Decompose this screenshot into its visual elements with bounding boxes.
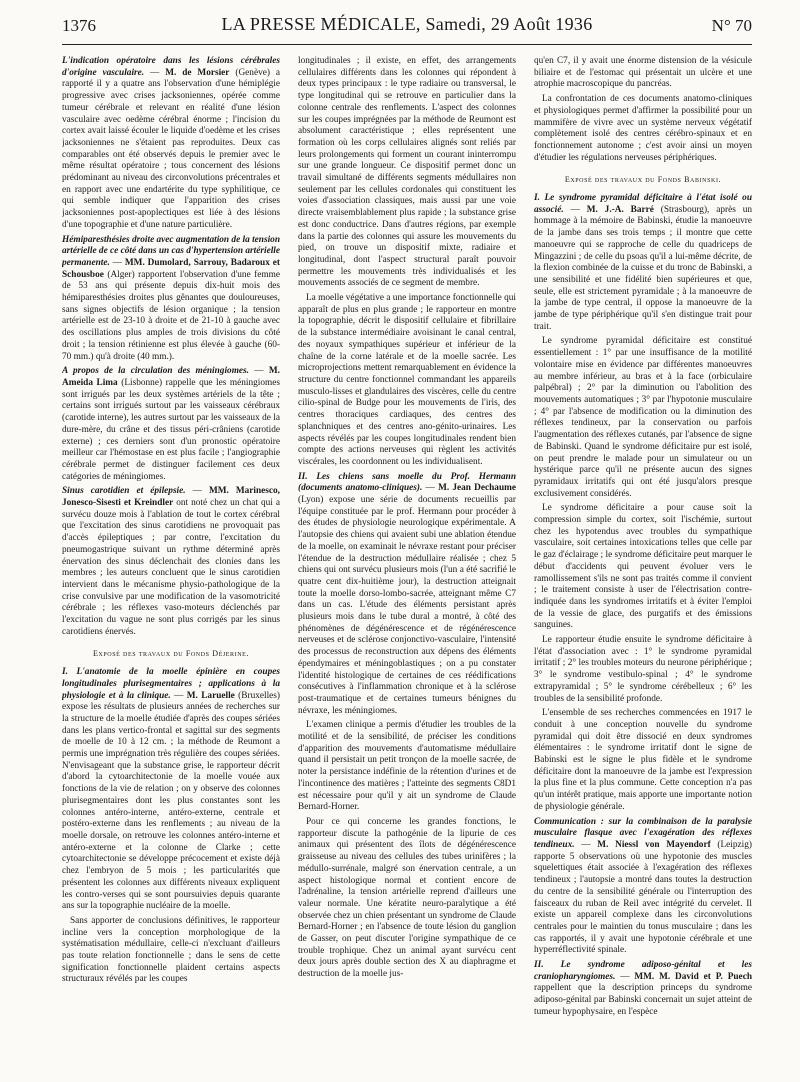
article-paragraph: Le syndrome pyramidal déficitaire est constitué essentiellement : 1° par une insuffisance de la motilité volontaire mise en évidence par différentes manoeuvres au membre inférieur, au bras et à la face (orbiculaire palpébral) ; 2° par la diminution ou l'abolition des mouvements automatiques ; 3° par l'hypotonie musculaire ; 4° par l'absence de modification ou la diminution des réflexes tendineux, par la conservation ou parfois l'augmentation des réflexes cutanés, par l'absence de signe de Babinski. Quand le syndrome déficitaire pur est isolé, on peut prendre le malade pour un simulateur ou un hystérique parce qu'il ne présente aucun des signes pyramidaux irritatifs qui ont été jusqu'alors presque exclusivement considérés. <box>534 336 752 499</box>
article-title: Sinus carotidien et épilepsie. <box>62 486 186 497</box>
article-paragraph: L'ensemble de ses recherches commencées en 1917 le conduit à une conception nouvelle du syndrome pyramidal qui doit être dissocié en deux syndromes élémentaires : le syndrome irritatif dont le signe de Babinski est le signe le plus fidèle et le syndrome déficitaire dont la manoeuvre de la jambe est l'expression la plus fine et la plus commune. Cette conception n'a pas qu'un intérêt pratique, mais apporte une importante notion de physiologie générale. <box>534 708 752 812</box>
article-paragraph: Le rapporteur étudie ensuite le syndrome déficitaire à l'état d'association avec : 1° le syndrome pyramidal irritatif ; 2° les troubles moteurs du neurone périphérique ; 3° le syndrome vestibulo-spinal ; 4° le syndrome extrapyramidal ; 5° le syndrome cérébelleux ; 6° les troubles de la sensibilité profonde. <box>534 635 752 704</box>
issue-number: N° 70 <box>711 16 752 35</box>
article-paragraph: Le syndrome déficitaire a pour cause soit la compression simple du cortex, soit l'ischémie, surtout chez les hypotendus avec troubles du sympathique vasculaire, soit certaines intoxications telles que celle par le gaz d'éclairage ; le syndrome déficitaire peut marquer le début d'accidents qui peuvent évoluer vers le ramollissement s'ils ne sont pas traités comme il convient ; le traitement consiste à user de l'électrisation contre-indiquée dans les syndromes irritatifs et à éviter l'emploi de la vessie de glace, des purgatifs et des émissions sanguines. <box>534 503 752 631</box>
author-names: MM. M. David et P. Puech <box>634 971 752 982</box>
article-paragraph: Sinus carotidien et épilepsie. — MM. Marinesco, Jonesco-Sisesti et Kreindler ont noté chez un chat qui a survécu douze mois à l'ablation de tout le cortex cérébral que l'excitation des sinus carotidiens ne provoquait pas d'accès épileptiques ; par contre, l'excitation du pneumogastrique suivant un rythme déterminé après énervation des sinus déclenchait des clonies dans les membres ; les auteurs concluent que le sinus carotidien intervient dans le mécanisme physio-pathologique de la crise convulsive par une modification de la vasomotricité cérébrale ; les réflexes vaso-moteurs déclenchés par l'excitation du vague ne sont plus corrigés par les sinus carotidiens énervés. <box>62 486 280 637</box>
page-number: 1376 <box>62 16 96 35</box>
article-paragraph: Sans apporter de conclusions définitives, le rapporteur incline vers la conception morphologique de la systématisation médullaire, celle-ci n'excluant d'ailleurs pas toute relation fonctionnelle ; dans le sens de cette signification fonctionnelle plaident certains aspects structuraux révélés par les coupes <box>62 915 280 985</box>
article-title: L'indication opératoire dans les lésions cérébrales d'origine vasculaire. <box>62 56 280 78</box>
article-text: (Alger) rapportent l'observation d'une femme de 53 ans qui présente depuis dix-huit mois des hémiparesthésies droites plus gênantes que douloureuses, sans signes objectifs de lésion organique ; la tension artérielle est de 23-10 à droite et de 21-10 à gauche avec des oscillations plus amples de trois divisions du côté droit ; la tension rétinienne est plus élevée à gauche (60-70 mm.) qu'à droite (40 mm.). <box>62 269 280 362</box>
author-names: M. de Morsier <box>165 67 230 78</box>
journal-title: LA PRESSE MÉDICALE, Samedi, 29 Août 1936 <box>221 14 593 34</box>
author-names: M. Jean Dechaume <box>438 483 516 494</box>
article-paragraph: La confrontation de ces documents anatomo-cliniques et physiologiques permet d'affirmer la possibilité pour un mammifère de vivre avec un système nerveux végétatif complètement isolé des centres cérébro-spinaux et en fonctionnement autonome ; c'est avoir ainsi un moyen d'étudier les régulations nerveuses périphériques. <box>534 94 752 163</box>
article-paragraph: qu'en C7, il y avait une énorme distension de la vésicule biliaire et de l'estomac qui présentait un ulcère et une atrophie macroscopique du pancréas. <box>534 56 752 90</box>
article-title: II. Le syndrome adiposo-génital et les craniopharyngiomes. <box>534 960 752 982</box>
article-text: (Bruxelles) expose les résultats de plusieurs années de recherches sur la structure de la moelle étudiée d'après des coupes sériées dans les plans vertico-frontal et sagittal sur des segments de moelle de 10 à 12 cm. ; la méthode de Reumont a permis une imprégnation très régulière des coupes sériées. N'envisageant que la substance grise, le rapporteur décrit d'abord la cytoarchitectonie de la moelle vouée aux fonctions de la vie de relation ; on y observe des colonnes plurisegmentaires dont les plus constantes sont les colonnes antéro-interne, antéro-externe, centrale et postéro-externe dans les renflements ; au niveau de la moelle dorsale, on retrouve les colonnes antéro-interne et antéro-externe et la colonne de Clarke ; cette cytoarchitectonie se développe précocement et existe déjà chez l'embryon de 5 mois ; les particularités que présentent les colonnes aux différents niveaux expliquent les contro-verses qui se sont poursuivies depuis quarante ans sur la topographie nucléaire de la moelle. <box>62 690 280 912</box>
author-names: M. Ameida Lima <box>62 366 280 388</box>
author-names: MM. Marinesco, Jonesco-Sisesti et Kreindler <box>62 486 280 509</box>
article-paragraph: La moelle végétative a une importance fonctionnelle qui apparaît de plus en plus grande ; le rapporteur en montre la topographie, décrit le dispositif cellulaire et fibrillaire de la substance intermédiaire avoisinant le canal central, des noyaux sympathiques supérieur et inférieur de la chaîne de la corne latérale et de la moelle sacrée. Les microprojections mettent remarquablement en évidence la structure du centre fonctionnel commandant les appareils musculo-lisses et glandulaires des viscères, celle du centre cilio-spinal de Budge pour les mouvements de l'iris, des centres thoraciques cardiaques, des centres des splanchniques et des centres ano-génito-urinaires. Les aspects révélés par les coupes longitudinales rendent bien compte des actions nerveuses qui règlent les activités viscérales, les coordonnent ou les individualisent. <box>298 293 516 467</box>
article-paragraph: L'examen clinique a permis d'étudier les troubles de la motilité et de la sensibilité, de préciser les conditions d'apparition des mouvements d'automatisme médullaire quand il persistait un petit tronçon de la moelle sacrée, de noter la persistance indéfinie de la rétention d'urines et de l'incontinence des matières ; l'atteinte des segments C8D1 est nécessaire pour qu'il y ait un syndrome de Claude Bernard-Horner. <box>298 720 516 813</box>
article-paragraph: I. Le syndrome pyramidal déficitaire à l'état isolé ou associé. — M. J.-A. Barré (Strasbourg), après un hommage à la mémoire de Babinski, étudie la manoeuvre de la jambe dans ses trois temps ; il montre que cette manoeuvre qui se rapproche de celle du quadriceps de Mingazzini ; de celle du psoas qu'il a lui-même décrite, de la flexion combinée de la cuisse et du tronc de Babinski, a une sensibilité et une fidélité bien supérieures et que, seule, elle est strictement pyramidale ; à la manoeuvre de la jambe de type central, il oppose la manoeuvre de la jambe de type périphérique qu'il s'en distingue trait pour trait. <box>534 193 752 332</box>
article-title: I. L'anatomie de la moelle épinière en coupes longitudinales plurisegmentaires ; applications à la physiologie et à la clinique. <box>62 667 280 701</box>
author-names: M. Niessl von Mayendorf <box>597 840 711 850</box>
article-title: Hémiparesthésies droite avec augmentation de la tension artérielle de ce côté dans un cas d'hypertension artérielle permanente. <box>62 234 280 268</box>
article-text: (Strasbourg), après un hommage à la mémoire de Babinski, étudie la manoeuvre de la jambe dans ses trois temps ; il montre que cette manoeuvre qui se rapproche de celle du quadriceps de Mingazzini ; de celle du psoas qu'il a lui-même décrite, de la flexion combinée de la cuisse et du tronc de Babinski, a une sensibilité et une fidélité bien supérieures et que, seule, elle est strictement pyramidale ; à la manoeuvre de la jambe de type central, il oppose la manoeuvre de la jambe de type périphérique qu'il s'en distingue trait pour trait. <box>534 204 752 332</box>
article-text: (Genève) a rapporté il y a quatre ans l'observation d'une hémiplégie progressive avec crises jacksoniennes, opérée comme tumeur cérébrale et relevant en réalité d'une lésion vasculaire avec oedème cérébral énorme ; l'incision du cortex avait laissé écouler le liquide d'oedème et les crises jacksoniennes ne s'étaient pas reproduites. Deux cas comparables ont été observés depuis le premier avec le même résultat opératoire ; tous concernent des lésions prédominant au niveau des circonvolutions précentrales et en rapport avec une endartérite du type syphilitique, ce qui semble indiquer que l'apparition des crises jacksoniennes post-apoplectiques est liée à des lésions d'une topographie et d'une nature particulière. <box>62 67 280 230</box>
article-paragraph: Pour ce qui concerne les grandes fonctions, le rapporteur discute la pathogénie de la lipurie de ces animaux qui présentent des îlots de dégénérescence graisseuse au niveau des cellules des tubes urinifères ; la médullo-surrénale, malgré son énervation centrale, a un aspect histologique normal et contient encore de l'adrénaline, la tension artérielle reprend d'ailleurs une valeur normale. Une kératite neuro-paralytique a été observée chez un chien présentant un syndrome de Claude Bernard-Horner ; en l'absence de toute lésion du ganglion de Gasser, on peut discuter l'origine sympathique de ce trouble trophique. Chez un animal ayant survécu cent deux jours après double section des X au diaphragme et destruction de la moelle jus- <box>298 817 516 980</box>
article-title: II. Les chiens sans moelle du Prof. Hermann (documents anatomo-cliniques). <box>298 471 516 494</box>
column-2 <box>298 56 516 1074</box>
article-paragraph: Communication : sur la combinaison de la paralysie musculaire flasque avec l'exagération des réflexes tendineux. — M. Niessl von Mayendorf (Leipzig) rapporte 5 observations où une hypotonie des muscles squelettiques était associée à l'exagération des réflexes tendineux ; l'autopsie a montré dans toutes la destruction du centre de la sensibilité générale ou l'interruption des faisceaux du ruban de Reil avec intégrité du cervelet. Il existe un appareil complexe dans les circonvolutions centrales pour le maintien du tonus musculaire ; dans les cas rapportés, il y avait une hypotonie cérébrale et une hyperréflectivité spinale. <box>534 816 752 956</box>
article-paragraph: L'indication opératoire dans les lésions cérébrales d'origine vasculaire. — M. de Morsier (Genève) a rapporté il y a quatre ans l'observation d'une hémiplégie progressive avec crises jacksoniennes, opérée comme tumeur cérébrale et relevant en réalité d'une lésion vasculaire avec oedème cérébral énorme ; l'incision du cortex avait laissé écouler le liquide d'oedème et les crises jacksoniennes ne s'étaient pas reproduites. Deux cas comparables ont été observés depuis le premier avec le même résultat opératoire ; tous concernent des lésions prédominant au niveau des circonvolutions précentrales et en rapport avec une endartérite du type syphilitique, ce qui semble indiquer que l'apparition des crises jacksoniennes post-apoplectiques est liée à des lésions d'une topographie et d'une nature particulière. <box>62 56 280 230</box>
article-paragraph: longitudinales ; il existe, en effet, des arrangements cellulaires différents dans les colonnes qui répondent à deux types principaux : le type radiaire ou transversal, le type longitudinal qui se retrouve en particulier dans la colonne centrale des renflements. L'aspect des colonnes sur les coupes imprégnées par la méthode de Reumont est absolument caractéristique ; elles représentent une formation où les corps cellulaires alignés sont reliés par leurs prolongements qui forment un courant ininterrompu sur une grande longueur. Ce dispositif permet donc un travail simultané de différents segments médullaires non seulement par les cellules cordonales qui constituent les voies d'association classiques, mais aussi par une voie directe vraisemblablement plus rapide ; la substance grise est donc conductrice. Dans d'autres régions, par exemple dans la partie des colonnes qui assure les mouvements du pied, on trouve un dispositif mixte, radiaire et longitudinal, dont l'aspect structural paraît pouvoir permettre les mouvements très individualisés et les mouvements associés de ce segment de membre. <box>298 56 516 289</box>
article-text: (Lyon) expose une série de documents recueillis par l'équipe constituée par le prof. Hermann pour procéder à des études de physiologie neurologique expérimentale. A l'autopsie des chiens qui avaient subi une ablation étendue de la moelle, on examinait le névraxe restant pour préciser l'étendue de la destruction médullaire réalisée ; chez 5 chiens qui ont survécu plusieurs mois (l'un a été sacrifié le quatre cent dix-huitième jour), la destruction atteignait toute la moelle dorso-lombo-sacrée, atteignant même C7 dans un cas. L'étude des éléments persistant après plusieurs mois dans le tube dural a montré, à côté des phénomènes de dégénérescence et de régénérescence nerveuses et de sclérose conjonctivo-vasculaire, l'intensité des processus de reconstruction aux dépens des éléments épendymaires et méningoblastiques ; on a pu constater l'identité histologique de certaines de ces réédifications consécutives à l'inflammation chronique et à la sclérose post-traumatique et de certaines tumeurs bénignes du névraxe, les méningiomes. <box>298 495 516 716</box>
author-names: M. J.-A. Barré <box>586 204 654 215</box>
header-rule <box>62 44 752 45</box>
article-text: (Lisbonne) rappelle que les méningiomes sont irrigués par les deux systèmes artériels de la tête ; certains sont irrigués surtout par les vaisseaux cérébraux (carotide interne), les autres surtout par les vaisseaux de la dure-mère, du crâne et des tissus péri-crâniens (carotide externe) ; ces derniers sont d'un pronostic opératoire meilleur car l'hémostase en est plus facile ; l'angiographie cérébrale permet de distinguer facilement ces deux catégories de méningiomes. <box>62 377 280 482</box>
article-paragraph: II. Les chiens sans moelle du Prof. Hermann (documents anatomo-cliniques). — M. Jean Dechaume (Lyon) expose une série de documents recueillis par l'équipe constituée par le prof. Hermann pour procéder à des études de physiologie neurologique expérimentale. A l'autopsie des chiens qui avaient subi une ablation étendue de la moelle, on examinait le névraxe restant pour préciser l'étendue de la destruction médullaire réalisée ; chez 5 chiens qui ont survécu plusieurs mois (l'un a été sacrifié le quatre cent dix-huitième jour), la destruction atteignait toute la moelle dorso-lombo-sacrée, atteignant même C7 dans un cas. L'étude des éléments persistant après plusieurs mois dans le tube dural a montré, à côté des phénomènes de dégénérescence et de régénérescence nerveuses et de sclérose conjonctivo-vasculaire, l'intensité des processus de reconstruction aux dépens des éléments épendymaires et méningoblastiques ; on a pu constater l'identité histologique de certaines de ces réédifications consécutives à l'inflammation chronique et à la sclérose post-traumatique et de certaines tumeurs bénignes du névraxe, les méningiomes. <box>298 471 516 716</box>
article-paragraph: Hémiparesthésies droite avec augmentation de la tension artérielle de ce côté dans un cas d'hypertension artérielle permanente. — MM. Dumolard, Sarrouy, Badaroux et Schousboe (Alger) rapportent l'observation d'une femme de 53 ans qui présente depuis dix-huit mois des hémiparesthésies droites plus gênantes que douloureuses, sans signes objectifs de lésion organique ; la tension artérielle est de 23-10 à droite et de 21-10 à gauche avec des oscillations plus amples de trois divisions du côté droit ; la tension rétinienne est plus élevée à gauche (60-70 mm.) qu'à droite (40 mm.). <box>62 234 280 362</box>
article-paragraph: I. L'anatomie de la moelle épinière en coupes longitudinales plurisegmentaires ; applications à la physiologie et à la clinique. — M. Laruelle (Bruxelles) expose les résultats de plusieurs années de recherches sur la structure de la moelle étudiée d'après des coupes sériées dans les plans vertico-frontal et sagittal sur des segments de moelle de 10 à 12 cm. ; la méthode de Reumont a permis une imprégnation très régulière des coupes sériées. N'envisageant que la substance grise, le rapporteur décrit d'abord la cytoarchitectonie de la moelle vouée aux fonctions de la vie de relation ; on y observe des colonnes plurisegmentaires dont les plus constantes sont les colonnes antéro-interne, antéro-externe, centrale et postéro-externe dans les renflements ; au niveau de la moelle dorsale, on retrouve les colonnes antéro-interne et antéro-externe et la colonne de Clarke ; cette cytoarchitectonie se développe précocement et existe déjà chez l'embryon de 5 mois ; les particularités que présentent les colonnes aux différents niveaux expliquent les contro-verses qui se sont poursuivies depuis quarante ans sur la topographie nucléaire de la moelle. <box>62 667 280 912</box>
article-text: rappellent que la description princeps du syndrome adiposo-génital par Babinski concernait un sujet atteint de tumeur hypophysaire, en l'espèce <box>534 983 752 1017</box>
section-heading: Exposé des travaux du Fonds Déjerine. <box>92 649 250 659</box>
article-paragraph: II. Le syndrome adiposo-génital et les craniopharyngiomes. — MM. M. David et P. Puech rappellent que la description princeps du syndrome adiposo-génital par Babinski concernait un sujet atteint de tumeur hypophysaire, en l'espèce <box>534 960 752 1017</box>
article-title: A propos de la circulation des méningiomes. <box>62 366 249 377</box>
article-paragraph: A propos de la circulation des méningiomes. — M. Ameida Lima (Lisbonne) rappelle que les méningiomes sont irrigués par les deux systèmes artériels de la tête ; certains sont irrigués surtout par les vaisseaux cérébraux (carotide interne), les autres surtout par les vaisseaux de la dure-mère, du crâne et des tissus péri-crâniens (carotide externe) ; ces derniers sont d'un pronostic opératoire meilleur car l'hémostase en est plus facile ; l'angiographie cérébrale permet de distinguer facilement ces deux catégories de méningiomes. <box>62 366 280 482</box>
author-names: M. Laruelle <box>186 690 235 701</box>
column-3 <box>534 56 752 1074</box>
author-names: MM. Dumolard, Sarrouy, Badaroux et Schousboe <box>62 257 280 280</box>
article-text: (Leipzig) rapporte 5 observations où une hypotonie des muscles squelettiques était associée à l'exagération des réflexes tendineux ; l'autopsie a montré dans toutes la destruction du centre de la sensibilité générale ou l'interruption des faisceaux du ruban de Reil avec intégrité du cervelet. Il existe un appareil complexe dans les circonvolutions centrales pour le maintien du tonus musculaire ; dans les cas rapportés, il y avait une hypotonie cérébrale et une hyperréflectivité spinale. <box>534 840 752 956</box>
page-header <box>62 8 752 42</box>
section-heading: Exposé des travaux du Fonds Babinski. <box>564 175 722 185</box>
article-text: ont noté chez un chat qui a survécu douze mois à l'ablation de tout le cortex cérébral que l'excitation des sinus carotidiens ne provoquait pas d'accès épileptiques ; par contre, l'excitation du pneumogastrique suivant un rythme déterminé après énervation des sinus déclenchait des clonies dans les membres ; les auteurs concluent que le sinus carotidien intervient dans le mécanisme physio-pathologique de la crise convulsive par une modification de la vasomotricité cérébrale ; les réflexes vaso-moteurs déclenchés par l'excitation du vague ne sont plus corrigés par les sinus carotidiens énervés. <box>62 498 280 637</box>
column-1 <box>62 56 280 1074</box>
article-title: I. Le syndrome pyramidal déficitaire à l'état isolé ou associé. <box>534 193 752 215</box>
article-title: Communication : sur la combinaison de la paralysie musculaire flasque avec l'exagération des réflexes tendineux. <box>534 816 752 850</box>
